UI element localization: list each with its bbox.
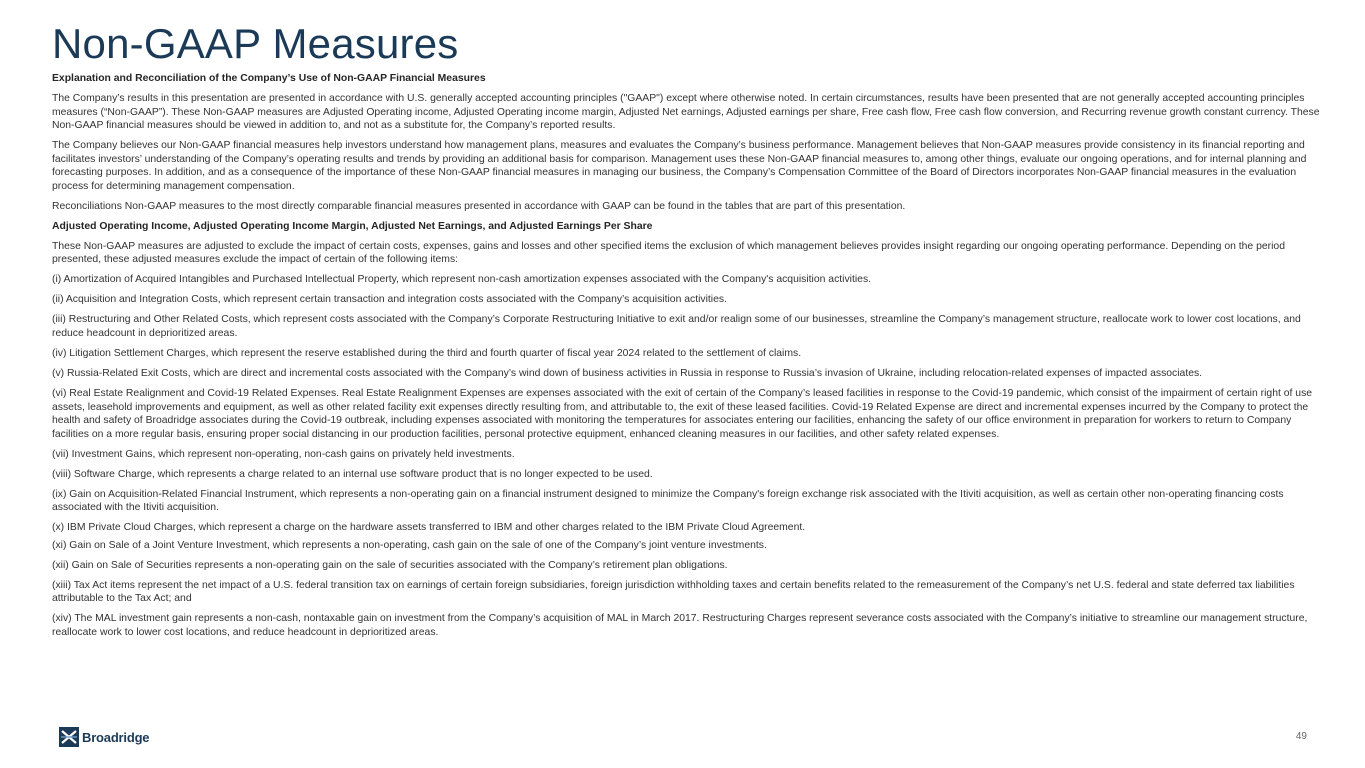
section-heading-explanation: Explanation and Reconciliation of the Company’s Use of Non-GAAP Financial Measures	[52, 73, 486, 84]
list-item-iv: (iv) Litigation Settlement Charges, which represent the reserve established during the third and fourth quarter of fiscal year 2024 related to the settlement of claims.	[52, 348, 802, 360]
list-item-vii: (vii) Investment Gains, which represent non-operating, non-cash gains on privately held investments.	[52, 448, 515, 460]
list-item-xiii: (xiii) Tax Act items represent the net impact of a U.S. federal transition tax on earnings of certain foreign subsidiaries, foreign jurisdiction withholding taxes and certain benefits related to the remeasurement of the Company’s net U.S. federal and state deferred tax liabilities attributable to the Tax Act; and	[52, 579, 1295, 605]
section-heading-adjusted: Adjusted Operating Income, Adjusted Operating Income Margin, Adjusted Net Earnings, and Adjusted Earnings Per Share	[52, 220, 653, 232]
list-item-ii: (ii) Acquisition and Integration Costs, which represent certain transaction and integration costs associated with the Company’s acquisition activities.	[52, 294, 727, 306]
list-item-x: (x) IBM Private Cloud Charges, which represent a charge on the hardware assets transferred to IBM and other charges related to the IBM Private Cloud Agreement.	[52, 522, 806, 534]
page-number: 49	[1295, 731, 1307, 742]
list-item-viii: (viii) Software Charge, which represents a charge related to an internal use software product that is no longer expected to be used.	[52, 468, 653, 480]
list-item-xi: (xi) Gain on Sale of a Joint Venture Investment, which represents a non-operating, cash gain on the sale of one of the Company’s joint venture investments.	[52, 539, 767, 551]
list-item-iii: (iii) Restructuring and Other Related Costs, which represent costs associated with the Company’s Corporate Restructuring Initiative to exit and/or realign some of our businesses, streamline the Company’s management structure, reallocate work to lower cost locations, and reduce headcount in deprioritized areas.	[52, 314, 1301, 340]
list-item-xii: (xii) Gain on Sale of Securities represents a non-operating gain on the sale of securities associated with the Company’s retirement plan obligations.	[52, 559, 728, 571]
paragraph-gaap-intro: The Company’s results in this presentation are presented in accordance with U.S. generally accepted accounting principles ("GAAP") except where otherwise noted. In certain circumstances, results have been presented that are not generally accepted accounting principles measures (“Non-GAAP”). These Non-GAAP measures are Adjusted Operating income, Adjusted Operating income margin, Adjusted Net earnings, Adjusted earnings per share, Free cash flow, Free cash flow conversion, and Recurring revenue growth constant currency. These Non-GAAP financial measures should be viewed in addition to, and not as a substitute for, the Company’s reported results.	[52, 92, 1320, 132]
paragraph-management-belief: The Company believes our Non-GAAP financial measures help investors understand how management plans, measures and evaluates the Company’s business performance. Management believes that Non-GAAP measures provide consistency in its financial reporting and facilitates investors’ understanding of the Company’s operating results and trends by providing an additional basis for comparison. Management uses these Non-GAAP financial measures to, among other things, evaluate our ongoing operations, and for internal planning and forecasting purposes. In addition, and as a consequence of the importance of these Non-GAAP financial measures in managing our business, the Company’s Compensation Committee of the Board of Directors incorporates Non-GAAP financial measures in the evaluation process for determining management compensation.	[52, 140, 1307, 192]
broadridge-logo-text: Broadridge	[82, 729, 150, 745]
paragraph-reconciliations: Reconciliations Non-GAAP measures to the most directly comparable financial measures presented in accordance with GAAP can be found in the tables that are part of this presentation.	[52, 200, 906, 212]
list-item-xiv: (xiv) The MAL investment gain represents a non-cash, nontaxable gain on investment from the Company’s acquisition of MAL in March 2017. Restructuring Charges represent severance costs associated with the Company’s initiative to streamline our management structure, reallocate work to lower cost locations, and reduce headcount in deprioritized areas.	[52, 613, 1308, 638]
paragraph-adjusted-intro: These Non-GAAP measures are adjusted to exclude the impact of certain costs, expenses, gains and losses and other specified items the exclusion of which management believes provides insight regarding our ongoing operating performance. Depending on the period presented, these adjusted measures exclude the impact of certain of the following items:	[52, 240, 1285, 266]
body-content	[52, 72, 1322, 646]
list-item-i: (i) Amortization of Acquired Intangibles and Purchased Intellectual Property, which represent non-cash amortization expenses associated with the Company's acquisition activities.	[52, 274, 872, 286]
broadridge-logo-icon	[59, 727, 79, 747]
page-title: Non-GAAP Measures	[52, 20, 459, 67]
list-item-vi: (vi) Real Estate Realignment and Covid-19 Related Expenses. Real Estate Realignment Expenses are expenses associated with the exit of certain of the Company’s leased facilities in response to the Covid-19 pandemic, which consist of the impairment of certain right of use assets, leasehold improvements and equipment, as well as other related facility exit expenses directly resulting from, and attributable to, the exit of these leased facilities. Covid-19 Related Expense are direct and incremental expenses incurred by the Company to protect the health and safety of Broadridge associates during the Covid-19 outbreak, including expenses associated with monitoring the temperatures for associates entering our facilities, enhancing the safety of our office environment in preparation for workers to return to Company facilities on a more regular basis, ensuring proper social distancing in our production facilities, personal protective equipment, enhanced cleaning measures in our facilities, and other safety related expenses.	[52, 387, 1313, 440]
list-item-v: (v) Russia-Related Exit Costs, which are direct and incremental costs associated with the Company’s wind down of business activities in Russia in response to Russia’s invasion of Ukraine, including relocation-related expenses of impacted associates.	[52, 368, 1203, 379]
list-item-ix: (ix) Gain on Acquisition-Related Financial Instrument, which represents a non-operating gain on a financial instrument designed to minimize the Company's foreign exchange risk associated with the Itiviti acquisition, as well as certain other non-operating financing costs associated with the Itiviti acquisition.	[52, 488, 1284, 514]
broadridge-logo	[59, 727, 149, 747]
